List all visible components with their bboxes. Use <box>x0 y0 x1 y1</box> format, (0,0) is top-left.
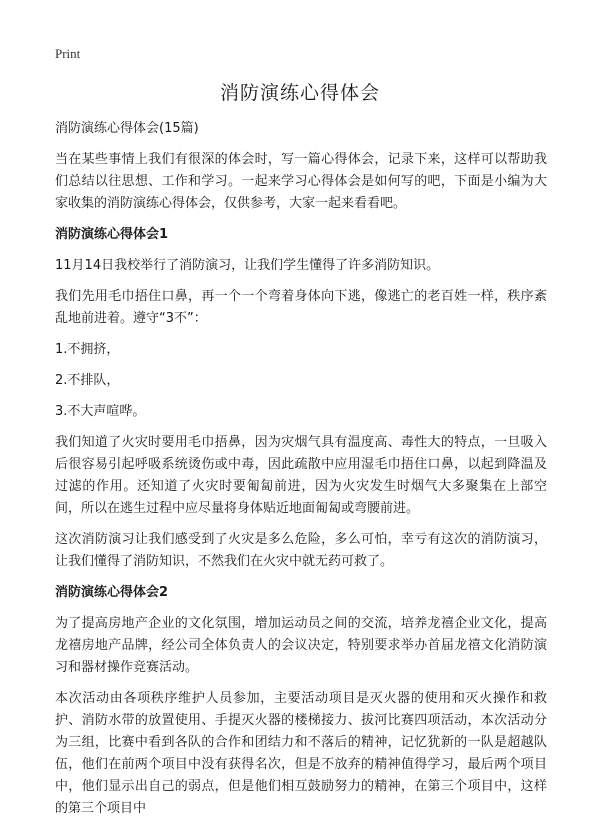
paragraph: 我们知道了火灾时要用毛巾捂鼻，因为灾烟气具有温度高、毒性大的特点，一旦吸入后很容易引起呼吸系统烫伤或中毒，因此疏散中应用湿毛巾捂住口鼻，以起到降温及过滤的作用。还知道了火灾时要匍匐前进，因为火灾发生时烟气大多聚集在上部空间，所以在逃生过程中应尽量将身体贴近地面匍匐或弯腰前进。 <box>55 435 547 516</box>
paragraph: 11月14日我校举行了消防演习，让我们学生懂得了许多消防知识。 <box>55 258 440 273</box>
section-2 <box>55 582 547 820</box>
section-1 <box>55 224 547 573</box>
print-link[interactable]: Print <box>55 46 81 61</box>
list-item: 2.不排队， <box>55 373 120 388</box>
paragraph: 本次活动由各项秩序维护人员参加，主要活动项目是灭火器的使用和灭火操作和救护、消防水带的放置使用、手提灭火器的楼梯接力、拔河比赛四项活动，本次活动分为三组，比赛中看到各队的合作和团结力和不落后的精神，记忆犹新的一队是超越队伍，他们在前两个项目中没有获得名次，但是不放弃的精神值得学习，最后两个项目中，他们显示出自己的弱点，但是他们相互鼓励努力的精神，在第三个项目中，这样的第三个项目中 <box>55 691 547 816</box>
intro-paragraph: 当在某些事情上我们有很深的体会时，写一篇心得体会，记录下来，这样可以帮助我们总结以往思想、工作和学习。一起来学习心得体会是如何写的吧，下面是小编为大家收集的消防演练心得体会，仅供参考，大家一起来看看吧。 <box>55 152 547 211</box>
page-title: 消防演练心得体会 <box>219 82 380 104</box>
list-item: 3.不大声喧哗。 <box>55 404 146 419</box>
paragraph: 为了提高房地产企业的文化氛围，增加运动员之间的交流，培养龙禧企业文化，提高龙禧房地产品牌，经公司全体负责人的会议决定，特别要求举办首届龙禧文化消防演习和器材操作竞赛活动。 <box>55 616 547 675</box>
paragraph: 这次消防演习让我们感受到了火灾是多么危险，多么可怕，幸亏有这次的消防演习，让我们懂得了消防知识，不然我们在火灾中就无药可救了。 <box>55 532 547 569</box>
section-heading: 消防演练心得体会2 <box>55 585 169 600</box>
paragraph: 我们先用毛巾捂住口鼻，再一个一个弯着身体向下逃，像逃亡的老百姓一样，秩序紊乱地前进着。遵守“3不”： <box>55 289 547 326</box>
document-body <box>55 118 547 829</box>
section-heading: 消防演练心得体会1 <box>55 227 169 242</box>
document-subtitle: 消防演练心得体会(15篇) <box>55 121 199 136</box>
list-item: 1.不拥挤， <box>55 342 120 357</box>
